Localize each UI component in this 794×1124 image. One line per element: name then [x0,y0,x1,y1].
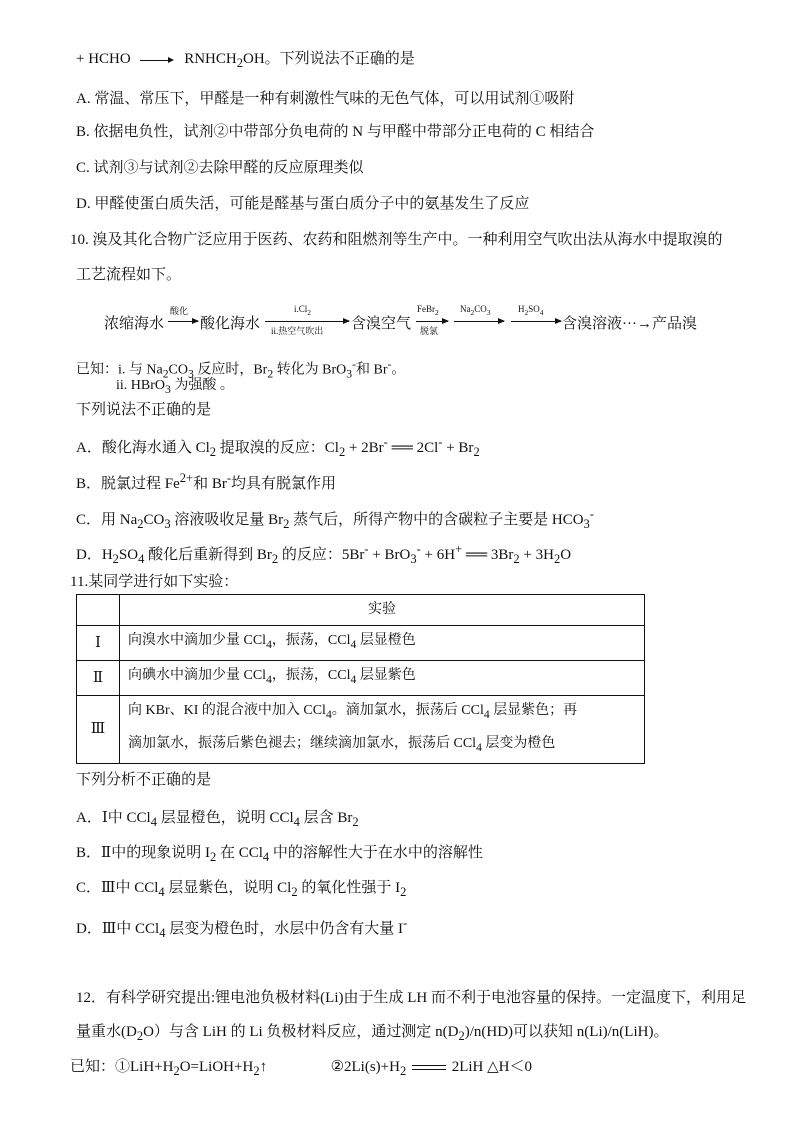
table-row: Ⅱ 向碘水中滴加少量 CCl$_4$，振荡，CCl$_4$ 层显紫色 [77,660,645,695]
q10-known-ii: ii. HBrO$_3$ 为强酸 。 [116,378,234,396]
q11-option-d: D．Ⅲ中 CCl$_4$ 层变为橙色时，水层中仍含有大量 I- [76,916,408,940]
q11-option-c: C．Ⅲ中 CCl$_4$ 层显紫色，说明 $Cl_2$ 的氧化性强于 $I_2$ [76,880,407,899]
q12-stem-line1: 12．有科学研究提出:锂电池负极材料(Li)由于生成 LH 而不利于电池容量的保持。一定温度下，利用足 [76,990,746,1006]
exam-page: + HCHO $RNHCH_2OH$。下列说法不正确的是 A. 常温、常压下，甲醛是一种有刺激性气味的无色气体，可以用试剂①吸附 B. 依据电负性，试剂②中带部分负电荷的 N 与甲醛中带部分正电荷的 C 相结合 C. 试剂③与试剂②去除甲醛的反应原理类似 D. 甲醛使蛋白质失活，可能是醛基与蛋白质分子中的氨基发生了反应 10. 溴及其化合物广泛应用于医药、农药和阻燃剂等生产中。一种利用空气吹出法从海水中提取溴的 工艺流程如下。 浓缩海水 酸化 酸化海水 $i.Cl_2$ ii.热空气吹出 含溴空气 FeBr$_2$ 脱氯 $Na_2CO_3$ $H_2SO_4$ 含溴溶液···→产品溴 已知：i. 与 $Na_2CO_3$ 反应时，$Br_2$ 转化为 BrO$_3$-和 Br-。 ii. HBrO$_3$ 为强酸 。 下列说法不正确的是 A．酸化海水通入 $Cl_2$ 提取溴的反应：$Cl_2 + 2Br^-$ ══ $2Cl^- + Br_2$ B．脱氯过程 $Fe^{2+}$和 Br-均具有脱氯作用 C．用 $Na_2CO_3$ 溶液吸收足量 $Br_2$ 蒸气后，所得产物中的含碳粒子主要是 $HCO_3^-$ D．$H_2SO_4$ 酸化后重新得到 $Br_2$ 的反应：5Br- + BrO$_3$- + 6H+ ══ $3Br_2 + 3H_2O$ 11.某同学进行如下实验： 实验 Ⅰ 向溴水中滴加少量 CCl$_4$，振荡，CCl$_4$ 层显橙色 Ⅱ 向碘水中滴加少量 CCl$_4$，振荡，CCl$_4$ 层显紫色 Ⅲ 向 KBr、KI 的混合液中加入 CCl$_4$。滴加氯水，振荡后 CCl$_4$ 层显紫色；再 滴加氯水，振荡后紫色褪去；继续滴加氯水，振荡后 CCl$_4$ 层变为橙色 下列分析不正确的是 A．Ⅰ中 CCl$_4$ 层显橙色，说明 CCl$_4$ 层含 $Br_2$ B．Ⅱ中的现象说明 $I_2$ 在 CCl$_4$ 中的溶解性大于在水中的溶解性 C．Ⅲ中 CCl$_4$ 层显紫色，说明 $Cl_2$ 的氧化性强于 $I_2$ D．Ⅲ中 CCl$_4$ 层变为橙色时，水层中仍含有大量 I- 12．有科学研究提出:锂电池负极材料(Li)由于生成 LH 而不利于电池容量的保持。一定温度下，利用足 量重水$(D_2O)$与含 LiH 的 Li 负极材料反应，通过测定 $n(D_2)/n(HD)$可以获知 n(Li)/n(LiH)。 已知：$①LiH+H_2O=LiOH+H_2↑$ $②2Li(s)+H_2$ 2LiH △H＜0 [0,0,794,1124]
q9-option-d: D. 甲醛使蛋白质失活，可能是醛基与蛋白质分子中的氨基发生了反应 [76,196,530,212]
q10-known-i: 已知：i. 与 $Na_2CO_3$ 反应时，$Br_2$ 转化为 BrO$_3$-和 Br-。 [76,358,406,381]
flow-node-product: 含溴溶液···→产品溴 [562,316,697,332]
emphasis-not-correct: 不正确 [136,772,182,788]
table-header-row [77,595,645,626]
flow-arrow-3-icon [416,321,448,322]
q9-stem: + HCHO $RNHCH_2OH$。下列说法不正确的是 [76,51,415,70]
experiment-table [76,594,645,764]
q9-reactant: + HCHO [76,51,131,67]
flow-arrow-4-icon [454,321,504,322]
q9-option-c: C. 试剂③与试剂②去除甲醛的反应原理类似 [76,160,364,176]
q10-option-a: A．酸化海水通入 $Cl_2$ 提取溴的反应：$Cl_2 + 2Br^-$ ══ $2Cl^- + Br_2$ [76,435,480,459]
table-row: Ⅰ 向溴水中滴加少量 CCl$_4$，振荡，CCl$_4$ 层显橙色 [77,626,645,661]
flow-node-acidified-seawater: 酸化海水 [200,316,261,332]
flow-node-bromine-air: 含溴空气 [351,316,412,332]
emphasis-not-correct: 不正确 [136,402,182,418]
q9-option-a: A. 常温、常压下，甲醛是一种有刺激性气味的无色气体，可以用试剂①吸附 [76,91,575,107]
q12-stem-line2: 量重水$(D_2O)$与含 LiH 的 Li 负极材料反应，通过测定 $n(D_2)/n(HD)$可以获知 n(Li)/n(LiH)。 [76,1024,669,1043]
q10-option-c: C．用 $Na_2CO_3$ 溶液吸收足量 $Br_2$ 蒸气后，所得产物中的含碳粒子主要是 $HCO_3^-$ [76,507,594,531]
table-header: 实验 [120,595,645,626]
q11-question: 下列分析不正确的是 [76,772,212,788]
q10-option-d: D．$H_2SO_4$ 酸化后重新得到 $Br_2$ 的反应：5Br- + BrO$_3$- + 6H+ ══ $3Br_2 + 3H_2O$ [76,542,572,566]
q10-question: 下列说法不正确的是 [76,402,212,418]
q10-option-b: B．脱氯过程 $Fe^{2+}$和 Br-均具有脱氯作用 [76,471,337,492]
flow-arrow-2-icon [265,321,349,322]
q9-option-b: B. 依据电负性，试剂②中带部分负电荷的 N 与甲醛中带部分正电荷的 C 相结合 [76,124,595,140]
q10-stem-line2: 工艺流程如下。 [76,267,182,283]
q12-known: 已知：$①LiH+H_2O=LiOH+H_2↑$ $②2Li(s)+H_2$ 2LiH △H＜0 [70,1059,532,1078]
flow-node-concentrated-seawater: 浓缩海水 [104,316,165,332]
reaction-arrow-icon [140,56,174,64]
q10-stem-line1: 10. 溴及其化合物广泛应用于医药、农药和阻燃剂等生产中。一种利用空气吹出法从海水中提取溴的 [70,232,723,248]
emphasis-not-correct: 不正确 [339,51,385,67]
q11-stem: 11.某同学进行如下实验： [70,574,239,590]
flow-arrow-1-icon [168,321,198,322]
equilibrium-arrow-icon [410,1063,448,1073]
q11-option-a: A．Ⅰ中 CCl$_4$ 层显橙色，说明 CCl$_4$ 层含 $Br_2$ [76,810,359,829]
table-row: Ⅲ 向 KBr、KI 的混合液中加入 CCl$_4$。滴加氯水，振荡后 CCl$_4$ 层显紫色；再 滴加氯水，振荡后紫色褪去；继续滴加氯水，振荡后 CCl$_4$ 层变为橙色 [77,695,645,764]
flow-arrow-5-icon [511,321,561,322]
q11-option-b: B．Ⅱ中的现象说明 $I_2$ 在 CCl$_4$ 中的溶解性大于在水中的溶解性 [76,845,483,864]
